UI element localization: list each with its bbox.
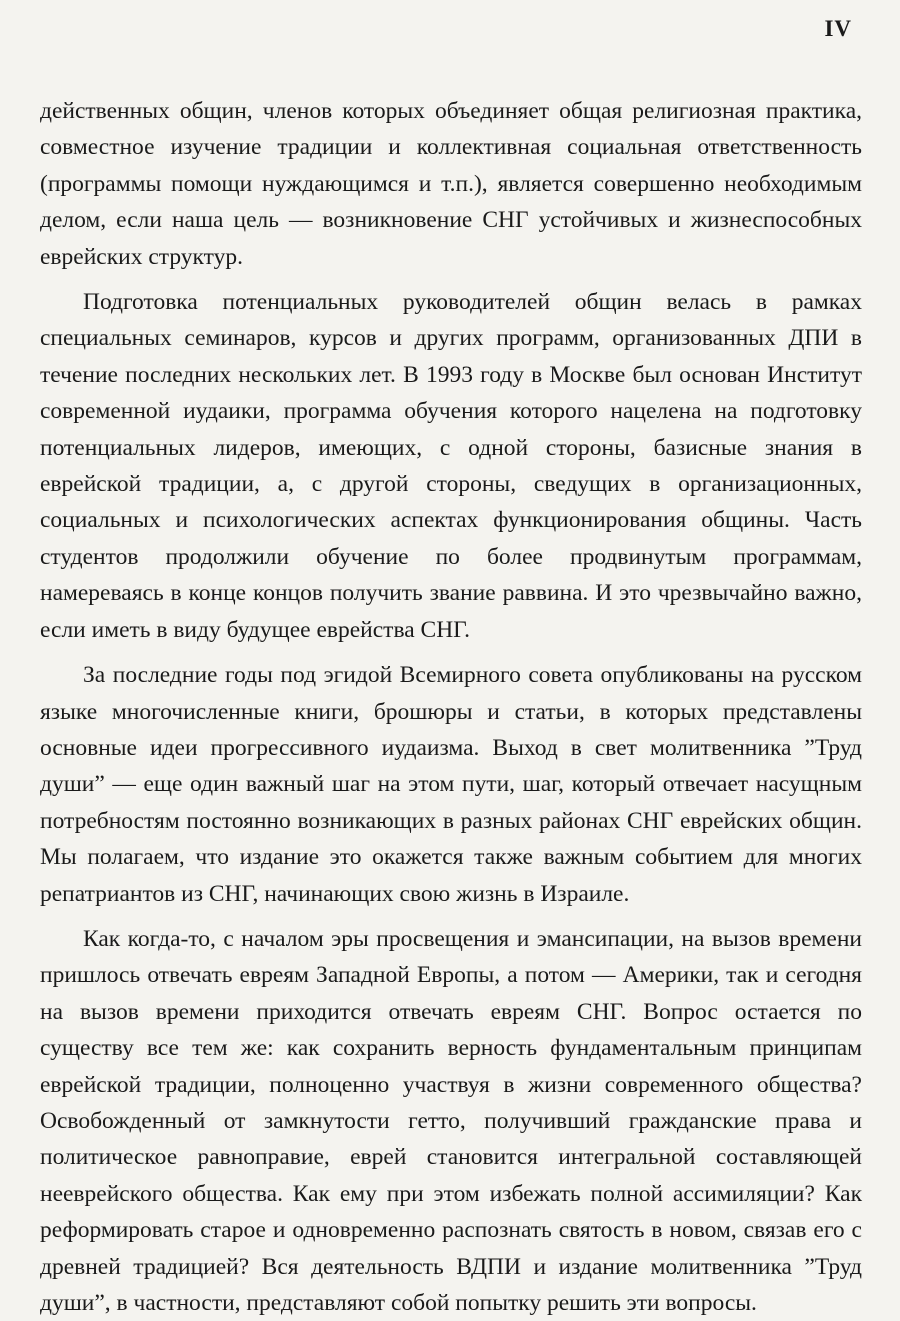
paragraph-4: Как когда-то, с началом эры просвещения и эмансипации, на вызов времени пришлось отвечать евреям Западной Европы, а потом — Америки, так и сегодня на вызов времени приходится отвечать евреям СНГ. Вопрос остается по существу все тем же: как сохранить верность фундаментальным принципам еврейской традиции, полноценно участвуя в жизни современного общества? Освобожденный от замкнутости гетто, получивший гражданские права и политическое равноправие, еврей становится интегральной составляющей нееврейского общества. Как ему при этом избежать полной ассимиляции? Как реформировать старое и одновременно распознать святость в новом, связав его с древней традицией? Вся деятельность ВДПИ и издание молитвенника ”Труд души”, в частности, представляют собой попытку решить эти вопросы. (40, 925, 862, 1316)
paragraph-3: За последние годы под эгидой Всемирного совета опубликованы на русском языке многочисленные книги, брошюры и статьи, в которых представлены основные идеи прогрессивного иудаизма. Выход в свет молитвенника ”Труд души” — еще один важный шаг на этом пути, шаг, который отвечает насущным потребностям постоянно возникающих в разных районах СНГ еврейских общин. Мы полагаем, что издание это окажется также важным событием для многих репатриантов из СНГ, начинающих свою жизнь в Израиле. (40, 662, 862, 907)
paragraph-2: Подготовка потенциальных руководителей общин велась в рамках специальных семинаров, курсов и других программ, организованных ДПИ в течение последних нескольких лет. В 1993 году в Москве был основан Институт современной иудаики, программа обучения которого нацелена на подготовку потенциальных лидеров, имеющих, с одной стороны, базисные знания в еврейской традиции, а, с другой стороны, сведущих в организационных, социальных и психологических аспектах функционирования общины. Часть студентов продолжили обучение по более продвинутым программам, намереваясь в конце концов получить звание раввина. И это чрезвычайно важно, если иметь в виду будущее еврейства СНГ. (40, 289, 862, 643)
body-text (40, 93, 862, 1321)
page-number: IV (824, 16, 852, 41)
paragraph-1: действенных общин, членов которых объединяет общая религиозная практика, совместное изучение традиции и коллективная социальная ответственность (программы помощи нуждающимся и т.п.), является совершенно необходимым делом, если наша цель — возникновение СНГ устойчивых и жизнеспособных еврейских структур. (40, 98, 862, 270)
